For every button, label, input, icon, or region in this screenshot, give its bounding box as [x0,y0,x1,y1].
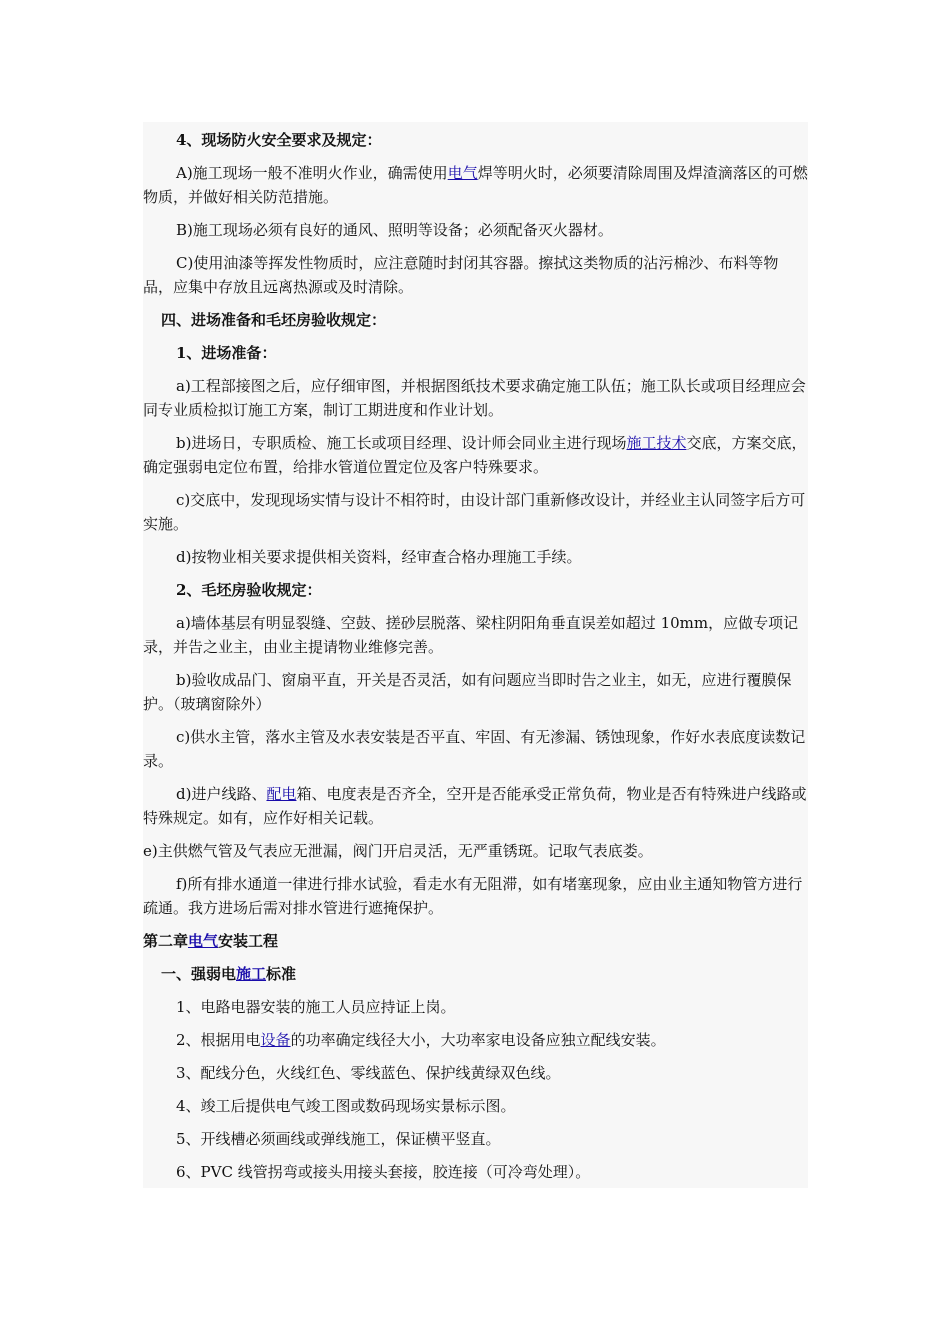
accept-d [143,782,808,830]
section-heading-4: 四、进场准备和毛坯房验收规定： [161,311,387,329]
prep-c: c)交底中，发现现场实情与设计不相符时，由设计部门重新修改设计，并经业主认同签字后方可实施。 [143,491,806,533]
text: d)进户线路、 [176,785,267,803]
accept-f: f)所有排水通道一律进行排水试验，看走水有无阻滞，如有堵塞现象，应由业主通知物管方进行疏通。我方进场后需对排水管进行遮掩保护。 [143,875,803,917]
link-equipment[interactable]: 设备 [260,1031,291,1049]
accept-a: a)墙体基层有明显裂缝、空鼓、搓砂层脱落、梁柱阴阳角垂直误差如超过 10mm，应做专项记录，并告之业主，由业主提请物业维修完善。 [143,614,799,656]
link-construction[interactable]: 施工 [236,965,267,983]
prep-a: a)工程部接图之后，应仔细审图，并根据图纸技术要求确定施工队伍；施工队长或项目经理应会同专业质检拟订施工方案，制订工期进度和作业计划。 [143,377,806,419]
text: b)进场日，专职质检、施工长或项目经理、设计师会同业主进行现场 [176,434,627,452]
accept-b: b)验收成品门、窗扇平直，开关是否灵活，如有问题应当即时告之业主，如无，应进行覆膜保护。（玻璃窗除外） [143,671,792,713]
text: 第二章 [143,932,189,950]
heading-fire-safety: 4、现场防火安全要求及规定： [176,131,382,149]
fire-rule-b: B)施工现场必须有良好的通风、照明等设备；必须配备灭火器材。 [176,221,613,239]
link-power-distribution[interactable]: 配电 [266,785,297,803]
text: 2、根据用电 [176,1031,261,1049]
text: 标准 [266,965,297,983]
text: 交底，方案交底，确定强弱电定位布置，给排水管道位置定位及客户特殊要求。 [143,434,807,476]
link-construction-tech[interactable]: 施工技术 [626,434,687,452]
fire-rule-a [143,161,808,209]
fire-rule-c: C)使用油漆等挥发性物质时，应注意随时封闭其容器。擦拭这类物质的沾污棉沙、布料等物品，应集中存放且远离热源或及时清除。 [143,254,779,296]
text: 箱、电度表是否齐全，空开是否能承受正常负荷，物业是否有特殊进户线路或特殊规定。如有，应作好相关记载。 [143,785,807,827]
elec-item-2 [143,1028,808,1052]
link-dianqi-chapter[interactable]: 电气 [188,932,219,950]
prep-d: d)按物业相关要求提供相关资料，经审查合格办理施工手续。 [176,548,582,566]
accept-c: c)供水主管，落水主管及水表安装是否平直、牢固、有无渗漏、锈蚀现象，作好水表底度读数记录。 [143,728,806,770]
prep-b [143,431,808,479]
elec-item-3: 3、配线分色，火线红色、零线蓝色、保护线黄绿双色线。 [176,1064,561,1082]
elec-item-5: 5、开线槽必须画线或弹线施工，保证横平竖直。 [176,1130,501,1148]
accept-e: e)主供燃气管及气表应无泄漏，阀门开启灵活，无严重锈斑。记取气表底娄。 [143,842,653,860]
text: 的功率确定线径大小，大功率家电设备应独立配线安装。 [290,1031,666,1049]
subheading-acceptance: 2、毛坯房验收规定： [176,581,322,599]
text: A)施工现场一般不准明火作业，确需使用 [176,164,448,182]
chapter-heading-2 [143,929,808,953]
elec-item-6: 6、PVC 线管拐弯或接头用接头套接，胶连接（可冷弯处理）。 [176,1163,591,1181]
section-heading-electrical [143,962,808,986]
text: 一、强弱电 [161,965,237,983]
text: 焊等明火时，必须要清除周围及焊渣滴落区的可燃物质，并做好相关防范措施。 [143,164,808,206]
elec-item-4: 4、竣工后提供电气竣工图或数码现场实景标示图。 [176,1097,516,1115]
document-body [143,128,808,1193]
text: 安装工程 [218,932,279,950]
link-dianqi[interactable]: 电气 [447,164,478,182]
subheading-preparation: 1、进场准备： [176,344,277,362]
elec-item-1: 1、电路电器安装的施工人员应持证上岗。 [176,998,456,1016]
